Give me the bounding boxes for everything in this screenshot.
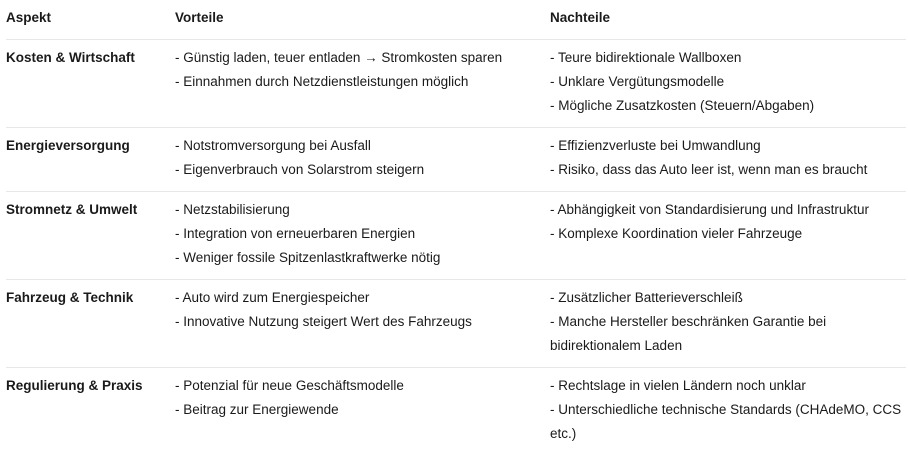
table-header-row — [6, 0, 906, 40]
con-item: - Rechtslage in vielen Ländern noch unklar — [550, 378, 806, 393]
pro-item: - Innovative Nutzung steigert Wert des Fahrzeugs — [175, 314, 472, 329]
con-item: - Abhängigkeit von Standardisierung und Infrastruktur — [550, 202, 869, 217]
con-item: - Risiko, dass das Auto leer ist, wenn man es braucht — [550, 162, 868, 177]
pros-cell — [175, 46, 550, 118]
pro-item: - Integration von erneuerbaren Energien — [175, 226, 416, 241]
pros-cell — [175, 198, 550, 270]
con-item: - Manche Hersteller beschränken Garantie bei bidirektionalem Laden — [550, 314, 827, 353]
aspect-cell: Regulierung & Praxis — [6, 378, 143, 393]
pro-item: - Günstig laden, teuer entladen → Stromkosten sparen — [175, 50, 503, 65]
con-item: - Zusätzlicher Batterieverschleiß — [550, 290, 743, 305]
con-item: - Effizienzverluste bei Umwandlung — [550, 138, 761, 153]
header-aspect: Aspekt — [6, 10, 52, 25]
table-row — [6, 128, 906, 192]
pro-item: - Notstromversorgung bei Ausfall — [175, 138, 371, 153]
pro-item: - Einnahmen durch Netzdienstleistungen möglich — [175, 74, 469, 89]
pro-item: - Potenzial für neue Geschäftsmodelle — [175, 378, 404, 393]
pro-item: - Weniger fossile Spitzenlastkraftwerke nötig — [175, 250, 441, 265]
aspect-cell: Kosten & Wirtschaft — [6, 50, 135, 65]
aspect-cell: Fahrzeug & Technik — [6, 290, 134, 305]
cons-cell — [550, 374, 906, 446]
con-item: - Mögliche Zusatzkosten (Steuern/Abgaben) — [550, 98, 815, 113]
pro-item: - Eigenverbrauch von Solarstrom steigern — [175, 162, 425, 177]
table-row — [6, 368, 906, 455]
con-item: - Unklare Vergütungsmodelle — [550, 74, 725, 89]
comparison-table — [6, 0, 906, 455]
aspect-cell: Energieversorgung — [6, 138, 130, 153]
con-item: - Komplexe Koordination vieler Fahrzeuge — [550, 226, 803, 241]
table-row — [6, 280, 906, 368]
con-item: - Unterschiedliche technische Standards (CHAdeMO, CCS etc.) — [550, 402, 902, 441]
aspect-cell: Stromnetz & Umwelt — [6, 202, 138, 217]
con-item: - Teure bidirektionale Wallboxen — [550, 50, 742, 65]
cons-cell — [550, 286, 906, 358]
cons-cell — [550, 198, 906, 270]
pros-cell — [175, 286, 550, 358]
table-row — [6, 40, 906, 128]
table-row — [6, 192, 906, 280]
cons-cell — [550, 46, 906, 118]
pro-item: - Auto wird zum Energiespeicher — [175, 290, 370, 305]
pros-cell — [175, 374, 550, 446]
cons-cell — [550, 134, 906, 182]
header-pros: Vorteile — [175, 10, 224, 25]
pro-item: - Beitrag zur Energiewende — [175, 402, 339, 417]
pro-item: - Netzstabilisierung — [175, 202, 290, 217]
header-cons: Nachteile — [550, 10, 611, 25]
pros-cell — [175, 134, 550, 182]
